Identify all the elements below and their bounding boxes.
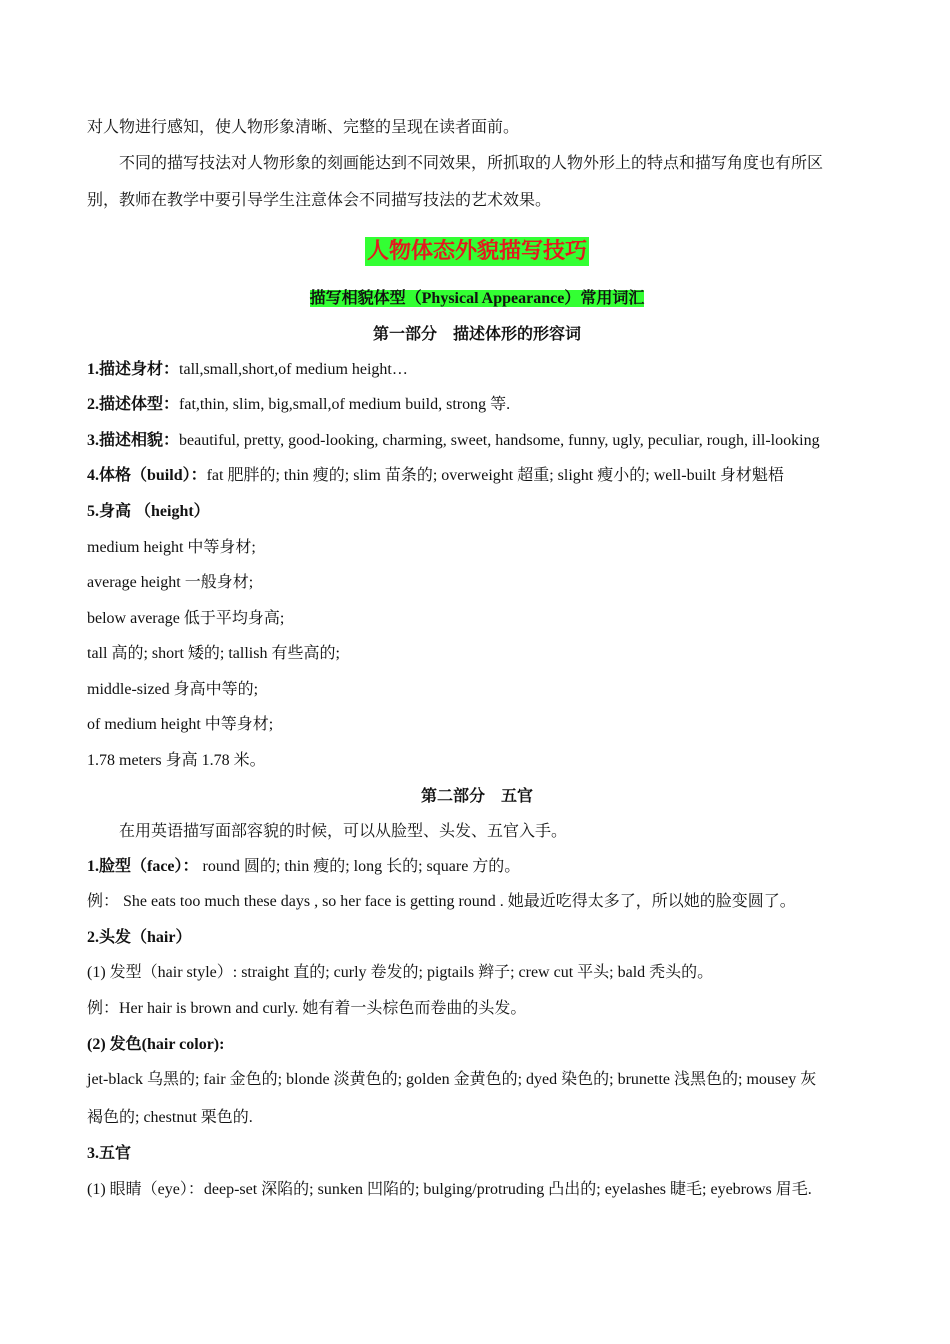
part1-item-1 — [87, 360, 408, 380]
part2-intro: 在用英语描写面部容貌的时候，可以从脸型、头发、五官入手。 — [119, 823, 568, 840]
item-text: fat 肥胖的; thin 瘦的; slim 苗条的; overweight 超重; slight 瘦小的; well-built 身材魁梧 — [206, 467, 784, 484]
face-item — [87, 857, 520, 877]
item-label: 4.体格（build）： — [87, 467, 207, 484]
hair-color-heading: (2) 发色(hair color): — [87, 1036, 225, 1053]
part1-item-3 — [87, 431, 820, 451]
face-label: 1.脸型（face）： — [87, 858, 199, 875]
hair-example: 例：Her hair is brown and curly. 她有着一头棕色而卷曲的头发。 — [87, 1000, 527, 1017]
subtitle-text: 描写相貌体型（Physical Appearance）常用词汇 — [309, 290, 645, 307]
part1-item-2 — [87, 395, 510, 415]
item-label: 1.描述身材： — [87, 361, 180, 378]
item-label: 2.描述体型： — [87, 396, 180, 413]
main-title-text: 人物体态外貌描写技巧 — [366, 239, 587, 264]
item-text: tall,small,short,of medium height… — [179, 361, 408, 378]
part1-item-4 — [87, 466, 784, 486]
hair-heading: 2.头发（hair） — [87, 929, 192, 946]
height-line: of medium height 中等身材; — [87, 716, 274, 733]
intro-line-3: 别，教师在教学中要引导学生注意体会不同描写技法的艺术效果。 — [87, 192, 552, 209]
part2-heading: 第二部分 五官 — [420, 788, 533, 805]
hair-color-line-1: jet-black 乌黑的; fair 金色的; blonde 淡黄色的; golden 金黄色的; dyed 染色的; brunette 浅黑色的; mousey 灰 — [87, 1071, 817, 1088]
item-text: fat,thin, slim, big,small,of medium build, strong 等. — [179, 396, 511, 413]
hair-color-line-2: 褐色的; chestnut 栗色的. — [87, 1109, 253, 1126]
eye-line: (1) 眼睛（eye）：deep-set 深陷的; sunken 凹陷的; bulging/protruding 凸出的; eyelashes 睫毛; eyebrows 眉毛. — [87, 1181, 812, 1198]
intro-line-1: 对人物进行感知，使人物形象清晰、完整的呈现在读者面前。 — [87, 119, 520, 136]
features-heading: 3.五官 — [87, 1145, 132, 1162]
item-text: beautiful, pretty, good-looking, charming, sweet, handsome, funny, ugly, peculiar, rough, ill-looking — [179, 432, 820, 449]
hair-style-line: (1) 发型（hair style）: straight 直的; curly 卷发的; pigtails 辫子; crew cut 平头; bald 秃头的。 — [87, 964, 714, 981]
height-line: middle-sized 身高中等的; — [87, 681, 259, 698]
height-line: tall 高的; short 矮的; tallish 有些高的; — [87, 645, 340, 662]
face-example: 例： She eats too much these days , so her face is getting round . 她最近吃得太多了，所以她的脸变圆了。 — [87, 893, 796, 910]
item-label: 3.描述相貌： — [87, 432, 180, 449]
subtitle — [87, 289, 867, 309]
height-line: average height 一般身材; — [87, 574, 254, 591]
height-line: below average 低于平均身高; — [87, 610, 285, 627]
part1-item-5: 5.身高 （height） — [87, 503, 210, 520]
part1-heading: 第一部分 描述体形的形容词 — [372, 326, 581, 343]
face-text: round 圆的; thin 瘦的; long 长的; square 方的。 — [198, 858, 521, 875]
intro-line-2: 不同的描写技法对人物形象的刻画能达到不同效果，所抓取的人物外形上的特点和描写角度也有所区 — [119, 155, 824, 172]
height-line: 1.78 meters 身高 1.78 米。 — [87, 752, 266, 769]
height-line: medium height 中等身材; — [87, 539, 256, 556]
main-title — [87, 234, 867, 265]
